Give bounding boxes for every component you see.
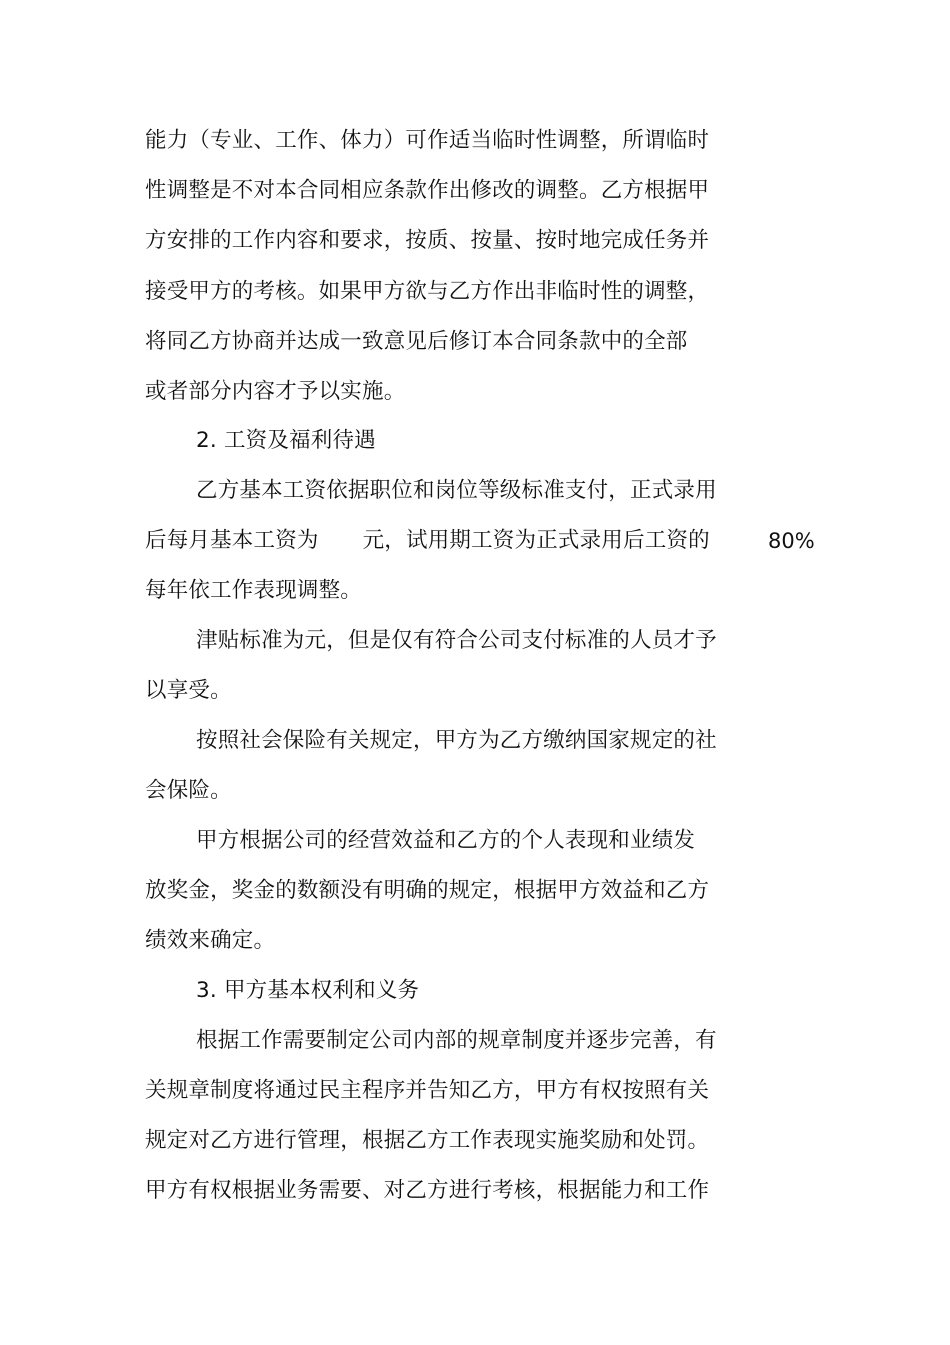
salary-text-part1: 后每月基本工资为 — [145, 528, 319, 553]
text-line: 绩效来确定。 — [145, 928, 276, 953]
text-line: 根据工作需要制定公司内部的规章制度并逐步完善，有 — [196, 1028, 717, 1053]
text-line: 能力（专业、工作、体力）可作适当临时性调整，所谓临时 — [145, 128, 710, 153]
salary-line — [145, 521, 710, 561]
text-line: 将同乙方协商并达成一致意见后修订本合同条款中的全部 — [145, 329, 688, 354]
text-line: 津贴标准为元，但是仅有符合公司支付标准的人员才予 — [196, 628, 717, 653]
text-line: 乙方基本工资依据职位和岗位等级标准支付，正式录用 — [196, 478, 717, 503]
salary-text-part2: 元，试用期工资为正式录用后工资的 — [362, 528, 710, 553]
text-line: 以享受。 — [145, 678, 232, 703]
text-line: 每年依工作表现调整。 — [145, 578, 363, 603]
text-line: 或者部分内容才予以实施。 — [145, 379, 406, 404]
text-line: 会保险。 — [145, 778, 232, 803]
text-line: 性调整是不对本合同相应条款作出修改的调整。乙方根据甲 — [145, 178, 710, 203]
text-line: 放奖金，奖金的数额没有明确的规定，根据甲方效益和乙方 — [145, 878, 710, 903]
text-line: 甲方有权根据业务需要、对乙方进行考核，根据能力和工作 — [145, 1178, 710, 1203]
text-line: 规定对乙方进行管理，根据乙方工作表现实施奖励和处罚。 — [145, 1128, 710, 1153]
text-line: 方安排的工作内容和要求，按质、按量、按时地完成任务并 — [145, 228, 710, 253]
section-heading: 3. 甲方基本权利和义务 — [196, 978, 420, 1003]
text-line: 关规章制度将通过民主程序并告知乙方，甲方有权按照有关 — [145, 1078, 710, 1103]
text-line: 接受甲方的考核。如果甲方欲与乙方作出非临时性的调整， — [145, 279, 710, 304]
salary-percent: 80% — [768, 529, 815, 553]
text-line: 甲方根据公司的经营效益和乙方的个人表现和业绩发 — [196, 828, 696, 853]
text-line: 按照社会保险有关规定，甲方为乙方缴纳国家规定的社 — [196, 728, 717, 753]
section-heading: 2. 工资及福利待遇 — [196, 428, 376, 453]
